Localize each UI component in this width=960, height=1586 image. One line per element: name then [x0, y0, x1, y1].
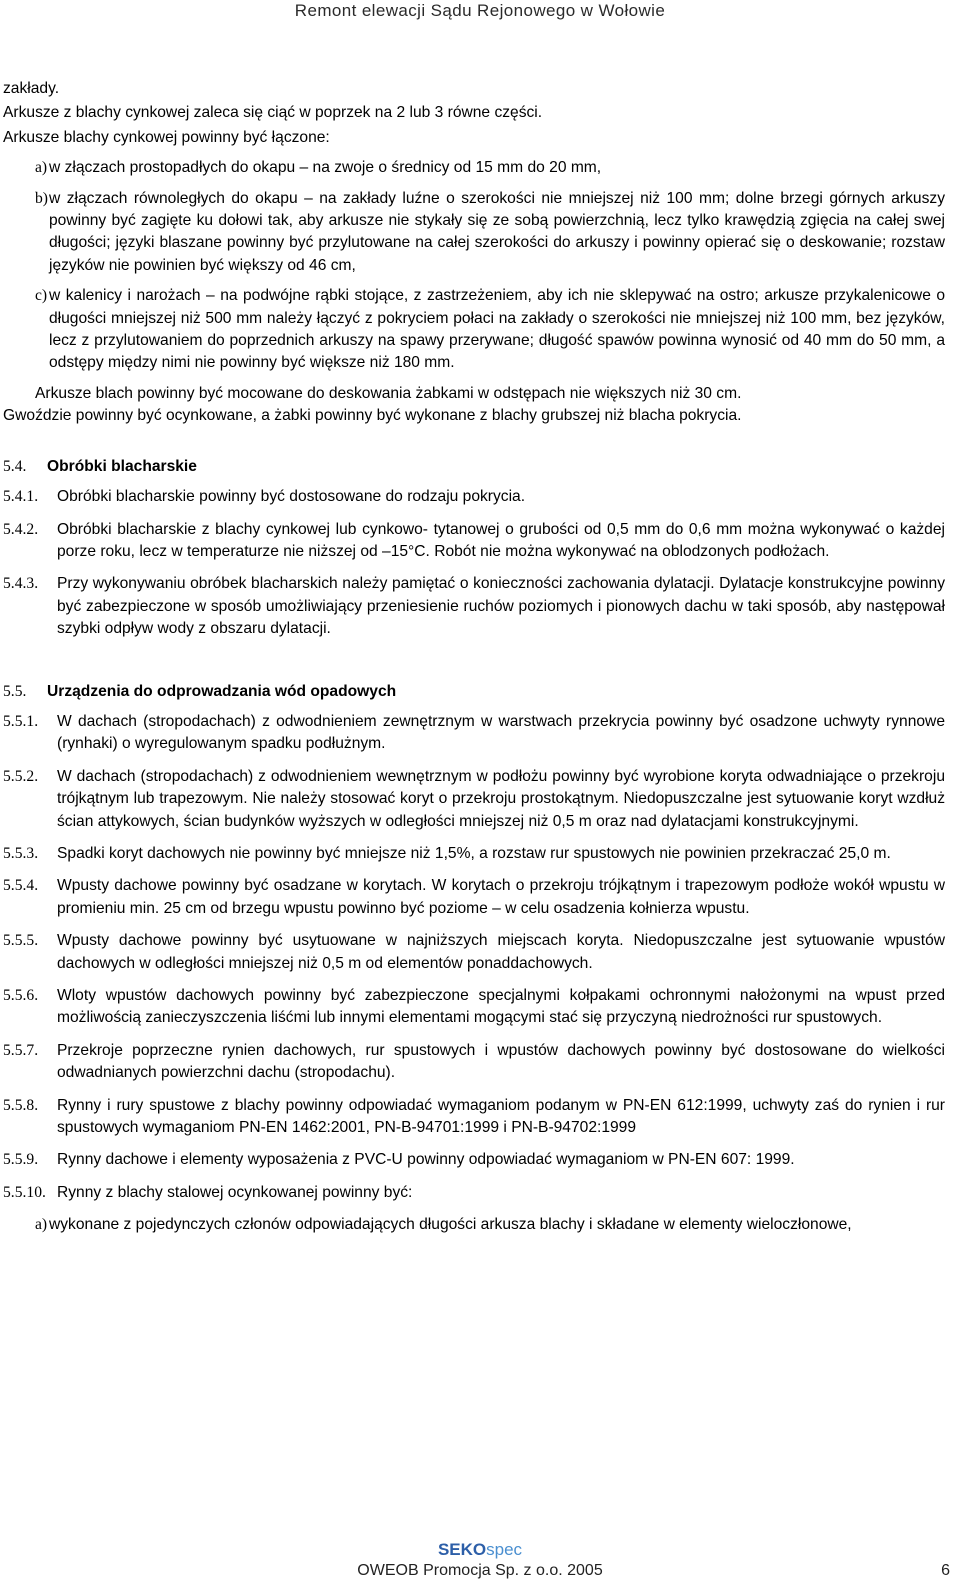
list-item: [3, 1149, 945, 1171]
item-number: 5.5.3.: [3, 844, 39, 862]
item-number: 5.5.10.: [3, 1183, 46, 1201]
list-label: b): [35, 189, 48, 207]
item-text: Obróbki blacharskie powinny być dostosowane do rodzaju pokrycia.: [57, 488, 526, 506]
item-text: Rynny z blachy stalowej ocynkowanej powinny być:: [57, 1183, 413, 1201]
joint-list: [3, 157, 945, 179]
gutter-list: [3, 1214, 945, 1236]
list-label: a): [35, 159, 48, 177]
item-text: Wpusty dachowe powinny być osadzane w korytach. W korytach o przekroju trójkątnym i trapezowym podłoże wokół wpustu w promieniu min. 25 cm od brzegu wpustu powinno być poziome – w celu osadzenia kołnierza wpustu.: [57, 877, 945, 917]
list-item: wykonane z pojedynczych członów odpowiadających długości arkusza blachy i składane w elementy wieloczłonowe,: [49, 1216, 852, 1234]
page-footer: [0, 1540, 960, 1582]
document-body: [3, 78, 945, 1237]
joint-list: [3, 188, 945, 278]
item-text: Przy wykonywaniu obróbek blacharskich należy pamiętać o konieczności zachowania dylatacji. Dylatacje konstrukcyjne powinny być zabezpieczone w sposób umożliwiający przeniesienie ruchów poziomych i pionowych dachu w taki sposób, aby następował szybki odpływ wody z obszaru dylatacji.: [57, 575, 945, 638]
intro-paragraph: Arkusze z blachy cynkowej zaleca się ciąć w poprzek na 2 lub 3 równe części.: [3, 104, 543, 122]
item-text: Obróbki blacharskie z blachy cynkowej lub cynkowo- tytanowej o grubości od 0,5 mm do 0,6 mm można wykonywać o każdej porze roku, lecz w temperaturze nie niższej od –15°C. Robót nie można wykonywać na oblodzonych podłożach.: [57, 520, 945, 560]
item-number: 5.4.1.: [3, 488, 39, 506]
intro-paragraph: Arkusze blachy cynkowej powinny być łączone:: [3, 128, 330, 146]
list-item: [3, 711, 945, 756]
item-number: 5.5.6.: [3, 987, 39, 1004]
logo-main: SEKO: [437, 1540, 487, 1559]
list-item: [3, 519, 945, 564]
list-item: [3, 766, 945, 833]
section-number: 5.4.: [3, 457, 27, 475]
item-text: W dachach (stropodachach) z odwodnieniem wewnętrznym w podłożu powinny być wyrobione koryta odwadniające o przekroju trójkątnym lub trapezowym. Nie należy stosować koryt o przekroju prostokątnym. Niedopuszczalne jest sytuowanie koryt wzdłuż ścian attykowych, ścian budynków wyższych w odległości mniejszej niż 0,5 m oraz nad dylatacjami konstrukcyjnymi.: [57, 767, 945, 830]
logo-spec: spec: [486, 1540, 523, 1559]
item-text: Spadki koryt dachowych nie powinny być mniejsze niż 1,5%, a rozstaw rur spustowych nie powinien przekraczać 25,0 m.: [57, 844, 891, 862]
item-text: Rynny dachowe i elementy wyposażenia z PVC-U powinny odpowiadać wymaganiom w PN-EN 607: 1999.: [57, 1151, 795, 1169]
list-item: [3, 573, 945, 640]
list-item: [3, 985, 945, 1030]
sekospec-logo: [0, 1540, 960, 1560]
section-title: Urządzenia do odprowadzania wód opadowych: [47, 682, 397, 700]
item-number: 5.5.1.: [3, 712, 39, 730]
list-item: [3, 875, 945, 920]
section-number: 5.5.: [3, 682, 27, 700]
section-heading: [3, 456, 945, 478]
section-title: Obróbki blacharskie: [47, 457, 197, 475]
joint-list: [3, 285, 945, 375]
list-label: a): [35, 1216, 48, 1234]
list-item: [3, 1095, 945, 1140]
item-number: 5.5.8.: [3, 1096, 39, 1114]
item-number: 5.4.3.: [3, 575, 39, 593]
list-item: [3, 1182, 945, 1204]
item-number: 5.5.5.: [3, 932, 39, 950]
page-header: Remont elewacji Sądu Rejonowego w Wołowie: [294, 1, 666, 20]
item-text: Wloty wpustów dachowych powinny być zabezpieczone specjalnymi kołpakami ochronnymi nałożonymi na wpust przed możliwością zanieczyszczenia liśćmi lub innymi elementami mogącymi stać się przyczyną niedrożności rur spustowych.: [57, 987, 945, 1027]
intro-paragraph: zakłady.: [3, 80, 60, 97]
item-number: 5.5.9.: [3, 1151, 39, 1169]
list-item: w złączach prostopadłych do okapu – na zwoje o średnicy od 15 mm do 20 mm,: [49, 159, 602, 177]
item-text: Przekroje poprzeczne rynien dachowych, rur spustowych i wpustów dachowych powinny być dostosowane do wielkości odwadnianych powierzchni dachu (stropodachu).: [57, 1041, 945, 1082]
item-text: W dachach (stropodachach) z odwodnieniem zewnętrznym w warstwach przekrycia powinny być osadzone uchwyty rynnowe (rynhaki) o wyregulowanym spadku podłużnym.: [57, 712, 945, 753]
list-item: w złączach równoległych do okapu – na zakłady luźne o szerokości nie mniejszej niż 100 mm; dolne brzegi górnych arkuszy powinny być zagięte ku dołowi tak, aby arkusze nie stykały się ze sobą powierzchnią, lecz tylko krawędzią zgięcia na całej swej długości; języki blaszane powinny być przylutowane na całej szerokości do arkuszy i powinny opierać się o deskowanie; rozstaw języków nie powinien być większy od 46 cm,: [49, 189, 945, 274]
section-heading: [3, 681, 945, 703]
page-number: 6: [941, 1562, 950, 1579]
item-text: Wpusty dachowe powinny być usytuowane w najniższych miejscach koryta. Niedopuszczalne jest sytuowanie wpustów dachowych w odległości mniejszej niż 0,5 m od elementów ponaddachowych.: [57, 932, 945, 972]
list-item: [3, 1040, 945, 1085]
list-item: [3, 930, 945, 975]
list-item: w kalenicy i narożach – na podwójne rąbki stojące, z zastrzeżeniem, aby ich nie sklepywać na ostro; arkusze przykalenicowe o długości mniejszej niż 500 mm należy łączyć z pokryciem połaci na zakłady o szerokości nie mniejszej niż 100 mm, bez języków, lecz z przylutowaniem do poprzednich arkuszy na spawy przerywane; długość spawów powinna wynosić od 40 mm do 50 mm, a odstępy między nimi nie powinny być większe niż 180 mm.: [49, 287, 945, 372]
company-name: OWEOB Promocja Sp. z o.o. 2005: [357, 1562, 603, 1579]
item-text: Rynny i rury spustowe z blachy powinny odpowiadać wymaganiom podanym w PN-EN 612:1999, uchwyty zaś do rynien i rur spustowych wymaganiom PN-EN 1462:2001, PN-B-94701:1999 i PN-B-94702:1999: [57, 1096, 945, 1137]
item-number: 5.5.2.: [3, 767, 39, 785]
closing-paragraph: Gwoździe powinny być ocynkowane, a żabki powinny być wykonane z blachy grubszej niż blacha pokrycia.: [3, 407, 742, 425]
item-number: 5.4.2.: [3, 520, 39, 538]
list-label: c): [35, 287, 48, 305]
closing-paragraph: Arkusze blach powinny być mocowane do deskowania żabkami w odstępach nie większych niż 30 cm.: [35, 384, 742, 402]
list-item: [3, 843, 945, 865]
list-item: [3, 486, 945, 508]
item-number: 5.5.7.: [3, 1041, 39, 1059]
item-number: 5.5.4.: [3, 877, 39, 895]
